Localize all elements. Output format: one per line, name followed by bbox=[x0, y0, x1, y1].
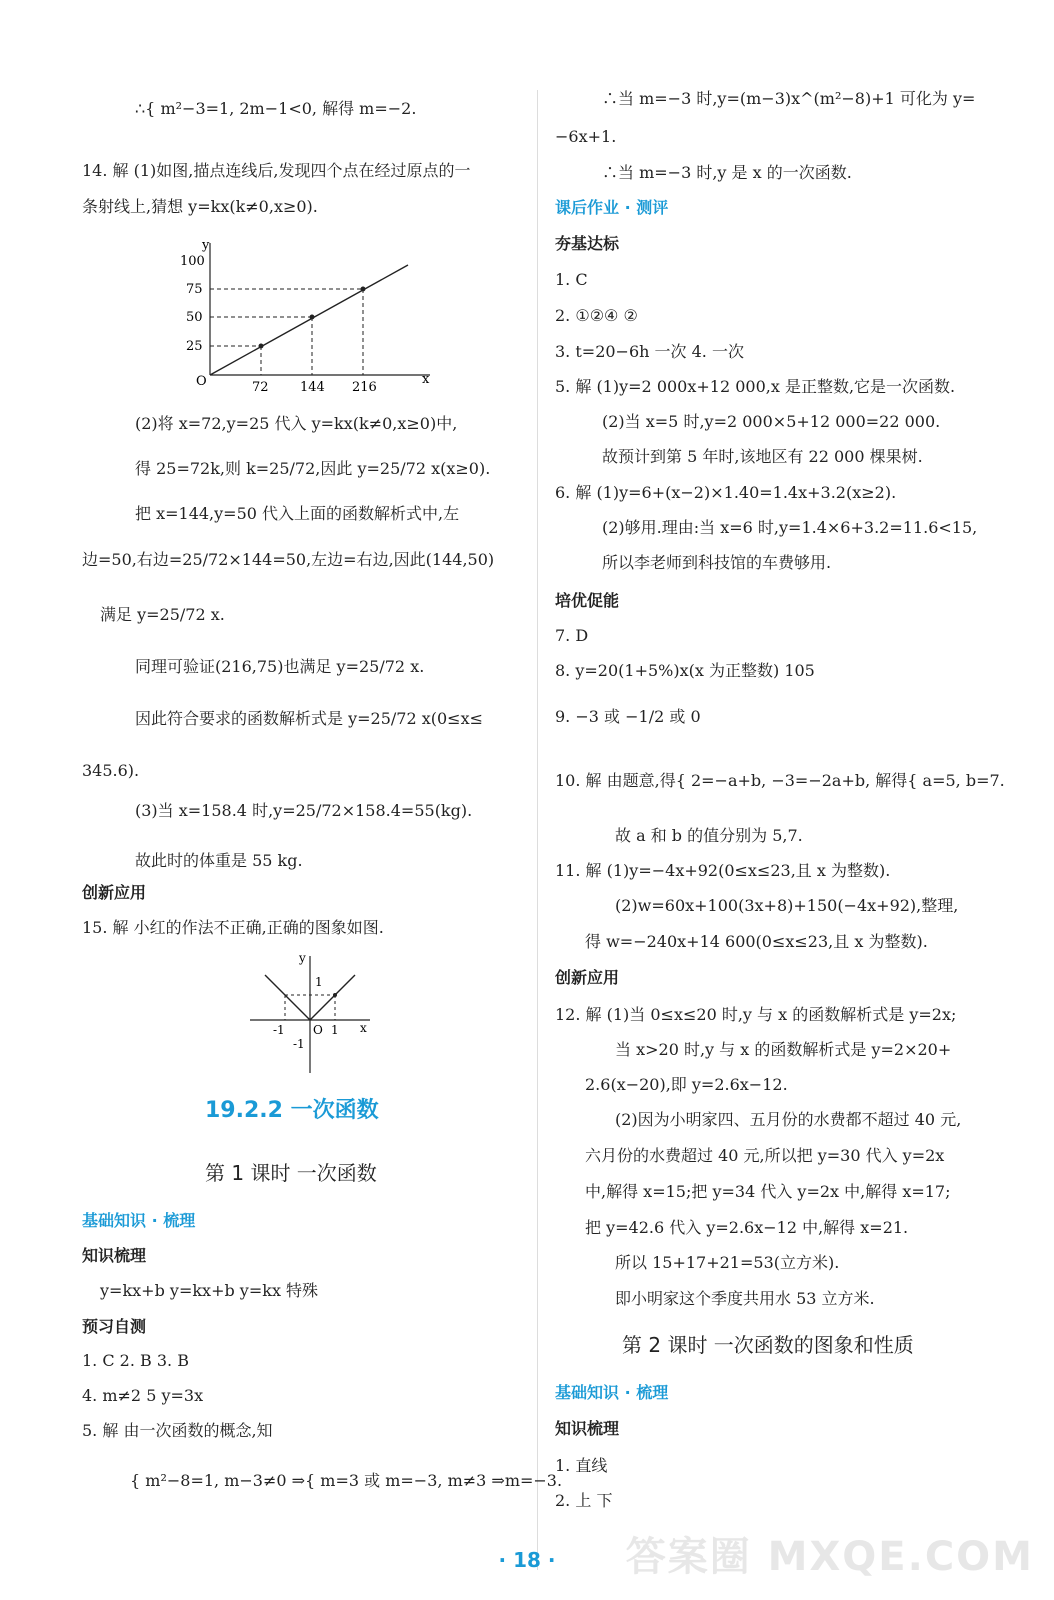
text-line: 所以 15+17+21=53(立方米). bbox=[615, 1253, 840, 1272]
section-heading: 预习自测 bbox=[82, 1317, 147, 1336]
text-line: 故此时的体重是 55 kg. bbox=[135, 851, 303, 870]
section-heading: 创新应用 bbox=[555, 968, 620, 987]
text-line: 即小明家这个季度共用水 53 立方米. bbox=[615, 1289, 875, 1308]
text-line: 1. 直线 bbox=[555, 1456, 608, 1475]
text-line: 3. t=20−6h 一次 4. 一次 bbox=[555, 342, 744, 361]
text-line: (2)因为小明家四、五月份的水费都不超过 40 元, bbox=[615, 1110, 962, 1129]
text-line: 得 w=−240x+14 600(0≤x≤23,且 x 为整数). bbox=[585, 932, 928, 951]
text-line: 4. m≠2 5 y=3x bbox=[82, 1386, 204, 1405]
text-line: ∴{ m²−3=1, 2m−1<0, 解得 m=−2. bbox=[135, 99, 417, 118]
page-number: · 18 · bbox=[498, 1548, 556, 1572]
text-line: 9. −3 或 −1/2 或 0 bbox=[555, 707, 701, 726]
x-axis-label: x bbox=[360, 1021, 367, 1035]
text-line: (2)当 x=5 时,y=2 000×5+12 000=22 000. bbox=[602, 412, 941, 431]
text-line: 条射线上,猜想 y=kx(k≠0,x≥0). bbox=[82, 197, 318, 216]
axis-label: -1 bbox=[273, 1023, 285, 1037]
text-line: y=kx+b y=kx+b y=kx 特殊 bbox=[100, 1281, 319, 1300]
y-axis-label: y bbox=[299, 951, 306, 965]
x-tick-label: 144 bbox=[300, 380, 325, 395]
text-line: 中,解得 x=15;把 y=34 代入 y=2x 中,解得 x=17; bbox=[585, 1182, 951, 1201]
text-line: (2)w=60x+100(3x+8)+150(−4x+92),整理, bbox=[615, 896, 959, 915]
y-tick-label: 75 bbox=[186, 282, 203, 297]
text-line: 当 x>20 时,y 与 x 的函数解析式是 y=2×20+ bbox=[615, 1040, 952, 1059]
x-tick-label: 72 bbox=[252, 380, 269, 395]
section-banner: 基础知识 · 梳理 bbox=[555, 1383, 669, 1402]
text-line: 14. 解 (1)如图,描点连线后,发现四个点在经过原点的一 bbox=[82, 161, 471, 180]
axis-label: 1 bbox=[315, 975, 323, 989]
text-line: 1. C bbox=[555, 270, 588, 289]
text-line: 2. 上 下 bbox=[555, 1491, 613, 1510]
origin-label: O bbox=[313, 1023, 323, 1037]
axis-label: 1 bbox=[331, 1023, 339, 1037]
text-line: 5. 解 (1)y=2 000x+12 000,x 是正整数,它是一次函数. bbox=[555, 377, 956, 396]
text-line: (2)够用.理由:当 x=6 时,y=1.4×6+3.2=11.6<15, bbox=[602, 518, 978, 537]
text-line: 2.6(x−20),即 y=2.6x−12. bbox=[585, 1075, 788, 1094]
section-heading: 创新应用 bbox=[82, 883, 147, 902]
section-heading: 培优促能 bbox=[555, 591, 620, 610]
lesson-title: 第 1 课时 一次函数 bbox=[205, 1161, 377, 1185]
text-line: ∴当 m=−3 时,y 是 x 的一次函数. bbox=[602, 163, 852, 182]
section-banner: 课后作业 · 测评 bbox=[555, 198, 669, 217]
y-tick-label: 25 bbox=[186, 339, 203, 354]
column-divider bbox=[537, 90, 538, 1570]
x-axis-label: x bbox=[422, 372, 430, 387]
text-line: 把 x=144,y=50 代入上面的函数解析式中,左 bbox=[135, 504, 460, 523]
text-line: 15. 解 小红的作法不正确,正确的图象如图. bbox=[82, 918, 384, 937]
text-line: 11. 解 (1)y=−4x+92(0≤x≤23,且 x 为整数). bbox=[555, 861, 891, 880]
text-line: 5. 解 由一次函数的概念,知 bbox=[82, 1421, 273, 1440]
text-line: 2. ①②④ ② bbox=[555, 306, 638, 325]
text-line: (2)将 x=72,y=25 代入 y=kx(k≠0,x≥0)中, bbox=[135, 414, 458, 433]
text-line: (3)当 x=158.4 时,y=25/72×158.4=55(kg). bbox=[135, 801, 473, 820]
lesson-title: 第 2 课时 一次函数的图象和性质 bbox=[622, 1333, 914, 1357]
text-line: 7. D bbox=[555, 626, 589, 645]
text-line: 345.6). bbox=[82, 761, 140, 780]
text-line: 边=50,右边=25/72×144=50,左边=右边,因此(144,50) bbox=[82, 550, 495, 569]
text-line: −6x+1. bbox=[555, 127, 617, 146]
text-line: 8. y=20(1+5%)x(x 为正整数) 105 bbox=[555, 661, 815, 680]
text-line: 因此符合要求的函数解析式是 y=25/72 x(0≤x≤ bbox=[135, 709, 484, 728]
text-line: 故 a 和 b 的值分别为 5,7. bbox=[615, 826, 803, 845]
section-title: 19.2.2 一次函数 bbox=[205, 1098, 379, 1123]
section-heading: 夯基达标 bbox=[555, 234, 620, 253]
text-line: 同理可验证(216,75)也满足 y=25/72 x. bbox=[135, 657, 425, 676]
x-tick-label: 216 bbox=[352, 380, 377, 395]
text-line: 满足 y=25/72 x. bbox=[100, 605, 225, 624]
text-line: 故预计到第 5 年时,该地区有 22 000 棵果树. bbox=[602, 447, 923, 466]
text-line: 1. C 2. B 3. B bbox=[82, 1351, 189, 1370]
text-line: 6. 解 (1)y=6+(x−2)×1.40=1.4x+3.2(x≥2). bbox=[555, 483, 897, 502]
ray-graph bbox=[180, 235, 440, 395]
v-graph bbox=[245, 948, 385, 1078]
watermark-logo: 答案圈 MXQE.COM bbox=[625, 1534, 1034, 1580]
section-heading: 知识梳理 bbox=[82, 1246, 147, 1265]
y-tick-label: 50 bbox=[186, 310, 203, 325]
text-line: 六月份的水费超过 40 元,所以把 y=30 代入 y=2x bbox=[585, 1146, 945, 1165]
text-line: { m²−8=1, m−3≠0 ⇒{ m=3 或 m=−3, m≠3 ⇒m=−3. bbox=[130, 1471, 563, 1490]
y-tick-label: 100 bbox=[180, 254, 205, 269]
section-heading: 知识梳理 bbox=[555, 1419, 620, 1438]
section-banner: 基础知识 · 梳理 bbox=[82, 1211, 196, 1230]
text-line: 10. 解 由题意,得{ 2=−a+b, −3=−2a+b, 解得{ a=5, b=7. bbox=[555, 771, 1005, 790]
text-line: 把 y=42.6 代入 y=2.6x−12 中,解得 x=21. bbox=[585, 1218, 909, 1237]
text-line: 12. 解 (1)当 0≤x≤20 时,y 与 x 的函数解析式是 y=2x; bbox=[555, 1005, 957, 1024]
axis-label: -1 bbox=[293, 1037, 305, 1051]
text-line: 所以李老师到科技馆的车费够用. bbox=[602, 553, 832, 572]
text-line: ∴当 m=−3 时,y=(m−3)x^(m²−8)+1 可化为 y= bbox=[602, 89, 976, 108]
text-line: 得 25=72k,则 k=25/72,因此 y=25/72 x(x≥0). bbox=[135, 459, 491, 478]
origin-label: O bbox=[196, 374, 207, 389]
y-axis-label: y bbox=[202, 238, 210, 253]
